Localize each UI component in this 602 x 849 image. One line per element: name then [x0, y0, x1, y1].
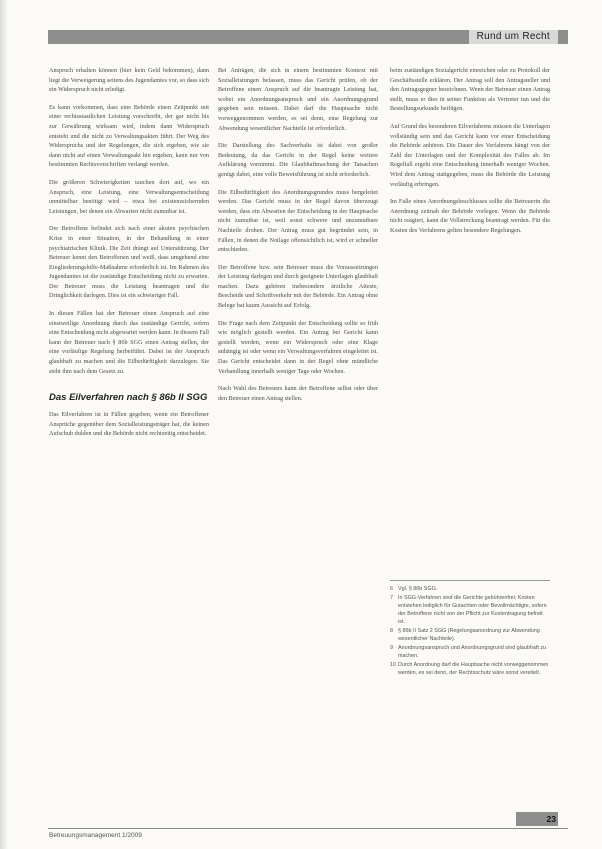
section-heading: Das Eilverfahren nach § 86b II SGG — [49, 392, 208, 404]
paragraph: Es kann vorkommen, dass eine Behörde einen Zeitpunkt mit einer rechtsstaatlichen Leistung vorschreibt, der gar nicht bis zur Gewährung wirksam wird, indem dann Widerspruch entsteht und die nicht zu Verwaltungsakten führt. Der Weg des Widerspruchs und der Regelungen, die sich ergeben, wie sie dann nicht auf einen Verwaltungsakt hin ergehen, kann nur von bestimmten Rechtsvorschriften verlangt werden. — [49, 103, 209, 169]
page-number: 23 — [546, 814, 556, 824]
paragraph: Das Eilverfahren ist in Fällen gegeben, wenn ein Betroffener Ansprüche gegenüber dem Sozialleistungsträger hat, die keinen Aufschub dulden und die Behörde nicht rechtzeitig entscheidet. — [49, 411, 209, 438]
footnote: 7 In SGG-Verfahren sind die Gerichte gebührenfrei; Kosten entstehen lediglich für Gutachten oder Bevollmächtigte, sofern der Betroffene nicht von der Pflicht zur Kostentragung befreit ist. — [390, 595, 547, 625]
paragraph: Die Eilbedürftigkeit des Anordnungsgrundes muss hergeleitet werden. Das Gericht muss in der Regel davon überzeugt werden, dass ein Abwarten der Entscheidung in der Hauptsache nicht zumutbar ist, weil sonst schwere und unzumutbare Nachteile drohen. Der Antrag muss gut begründet sein, in Fällen, in denen die Notlage offensichtlich ist, wird er schneller entschieden. — [218, 188, 378, 254]
footnote: 6 Vgl. § 86b SGG. — [390, 586, 438, 592]
footnote: 8 § 86b II Satz 2 SGG (Regelungsanordnung zur Abwendung wesentlicher Nachteile). — [390, 628, 540, 642]
paragraph: Der Betroffene befindet sich nach einer akuten psychischen Krise in einer Situation, in der Behandlung in einer psychiatrischen Klinik. Die Zeit drängt auf Unterstützung. Der Betreuer kennt den Betroffenen und weiß, dass umgehend eine Eingliederungshilfe-Maßnahme erforderlich ist. Im Rahmen des Jugendamtes ist die zuständige Entscheidung nicht zu erwarten. Der Betreuer muss die Leistung beantragen und die Dringlichkeit darlegen. Dies ist ein schwieriger Fall. — [49, 225, 209, 300]
footnotes — [390, 580, 550, 678]
paragraph: beim zuständigen Sozialgericht einreichen oder zu Protokoll der Geschäftsstelle erklären. Der Antrag soll den Antragsteller und den Antragsgegner bezeichnen. Wenn der Betreuer einen Antrag stellt, muss er dies in seiner Funktion als Vertreter tun und die Bestellungsurkunde beifügen. — [390, 67, 550, 113]
paragraph: In diesen Fällen hat der Betreuer einen Anspruch auf eine einstweilige Anordnung durch das zuständige Gericht, sofern eine Entscheidung nicht abgewartet werden kann. In diesem Fall kann der Betreuer nach § 86b SGG einen Antrag stellen, der eine vorläufige Regelung herbeiführt. Dabei ist der Anspruch glaubhaft zu machen und die Eilbedürftigkeit darzulegen. Sie steht ihm nach dem Gesetz zu. — [49, 310, 209, 375]
text-column-2 — [218, 66, 378, 776]
paragraph: Bei Anträgen, die sich in einem bestimmten Kontext mit Sozialleistungen befassen, muss das Gericht prüfen, ob der Betroffene einen Anspruch auf die beantragte Leistung hat, wobei ein Anordnungsanspruch und ein Anordnungsgrund gegeben sein müssen. Dabei darf die Hauptsache nicht vorweggenommen werden, es sei denn, eine Regelung zur Abwendung wesentlicher Nachteile ist erforderlich. — [218, 67, 378, 132]
section-label: Rund um Recht — [469, 30, 558, 44]
paragraph: Die Frage nach dem Zeitpunkt der Entscheidung sollte so früh wie möglich gestellt werden. Ein Antrag bei Gericht kann gestellt werden, wenn ein Widerspruch oder eine Klage anhängig ist oder wenn ein Verwaltungsverfahren eingeleitet ist. Das Gericht entscheidet dann in der Regel ohne mündliche Verhandlung innerhalb weniger Tage oder Wochen. — [218, 319, 378, 375]
paragraph: Der Betroffene bzw. sein Betreuer muss die Voraussetzungen der Leistung darlegen und durch geeignete Unterlagen glaubhaft machen. Dazu gehören insbesondere ärztliche Atteste, Bescheide und Schriftverkehr mit der Behörde. Ein Antrag ohne Belege hat kaum Aussicht auf Erfolg. — [218, 263, 378, 310]
paragraph: Anspruch erhalten können (hier kein Geld bekommen), dann liegt die Verweigerung seitens des Jugendamtes vor, so dass sich ein Widerspruch nicht erledigt. — [49, 67, 209, 94]
paragraph: Im Falle eines Anordnungsbeschlusses sollte die Betreuerin die Anordnung zeitnah der Behörde vorlegen. Wenn die Behörde nicht reagiert, kann die Vollstreckung beantragt werden. Für die Kosten des Verfahrens gelten besondere Regelungen. — [390, 198, 550, 234]
paragraph: Die Darstellung des Sachverhalts ist dabei von großer Bedeutung, da das Gericht in der Regel keine weitere Aufklärung vornimmt. Die Glaubhaftmachung der Tatsachen genügt dabei, eine volle Beweisführung ist nicht erforderlich. — [218, 142, 378, 178]
binding-shadow — [0, 0, 8, 849]
publication-footer: Betreuungsmanagement 1/2009 — [49, 832, 142, 839]
paragraph: Auf Grund des besonderen Eilverfahrens müssen die Unterlagen vollständig sein und das Gericht kann vor einer Entscheidung die Behörde anhören. Die Dauer des Verfahrens hängt von der Zahl der Unterlagen und der Komplexität des Falles ab. Im Regelfall ergeht eine Entscheidung innerhalb weniger Wochen. Wird dem Antrag stattgegeben, muss die Behörde die Leistung vorläufig erbringen. — [390, 122, 550, 188]
text-column-1 — [49, 66, 209, 776]
paragraph: Die größeren Schwierigkeiten tauchen dort auf, wo ein Anspruch, eine Leistung, eine Verwaltungsentscheidung unmittelbar benötigt wird – etwa bei existenzsichernden Leistungen, bei denen ein Abwarten nicht zumutbar ist. — [49, 178, 209, 215]
footnote: 9 Anordnungsanspruch und Anordnungsgrund sind glaubhaft zu machen. — [390, 645, 547, 659]
footnote: 10 Durch Anordnung darf die Hauptsache nicht vorweggenommen werden, es sei denn, der Rechtsschutz wäre sonst vereitelt. — [390, 662, 549, 676]
paragraph: Nach Wahl des Betreuers kann der Betroffene selbst oder über den Betreuer einen Antrag stellen. — [218, 385, 378, 402]
footer-rule — [48, 828, 568, 829]
